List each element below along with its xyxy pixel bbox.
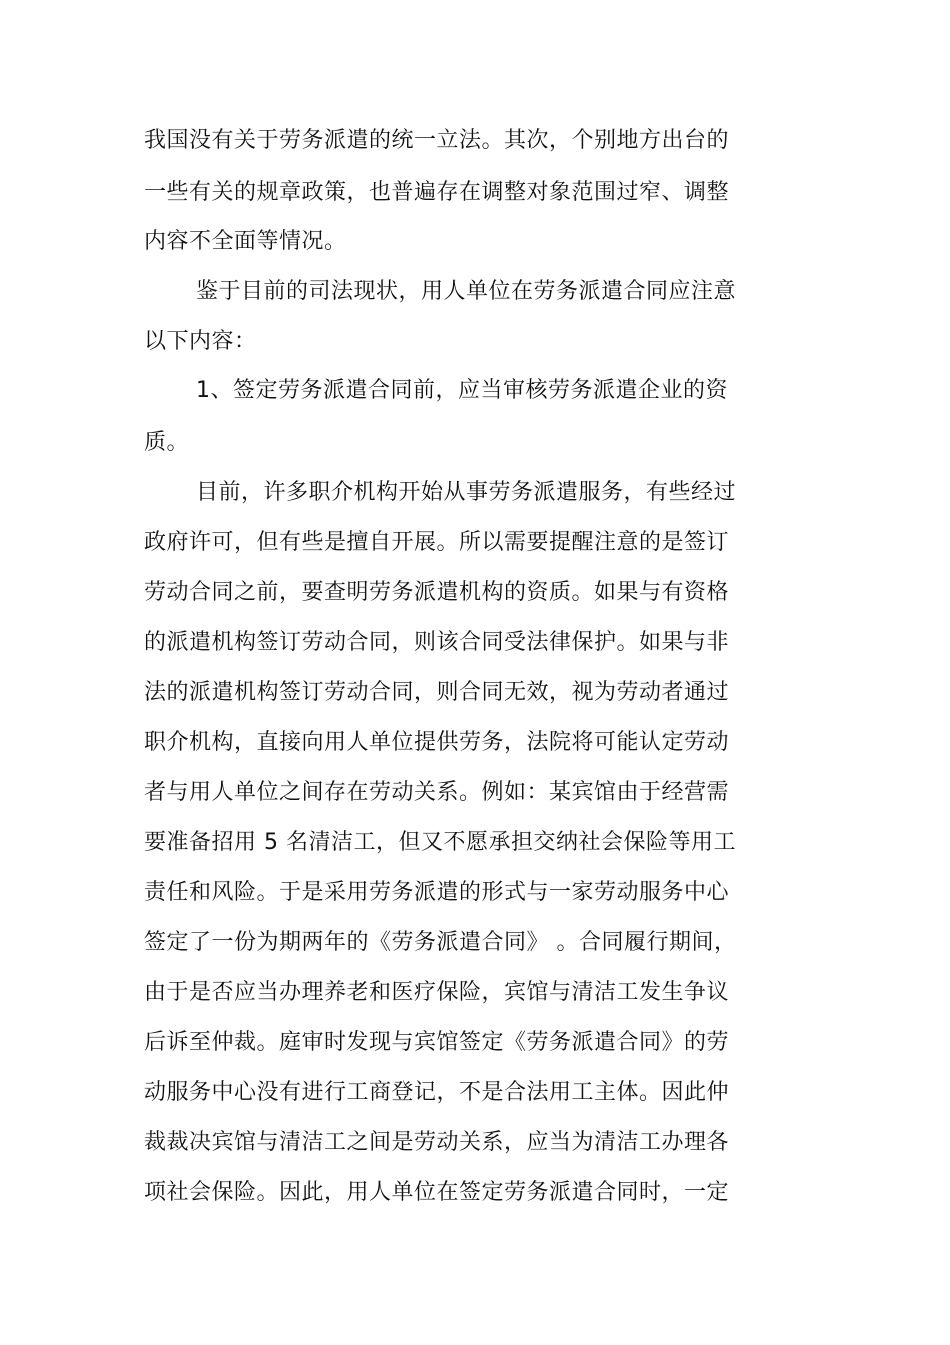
- text-line: 内容不全面等情况。: [144, 229, 347, 254]
- text-line: 动服务中心没有进行工商登记，不是合法用工主体。因此仲: [144, 1080, 730, 1105]
- text-line: 的派遣机构签订劳动合同，则该合同受法律保护。如果与非: [144, 630, 730, 655]
- text-line: 后诉至仲裁。庭审时发现与宾馆签定《劳务派遣合同》的劳: [144, 1030, 730, 1055]
- text-line: 以下内容：: [144, 329, 257, 354]
- text-line: 职介机构，直接向用人单位提供劳务，法院将可能认定劳动: [144, 730, 730, 755]
- text-line: 法的派遣机构签订劳动合同，则合同无效，视为劳动者通过: [144, 680, 730, 705]
- text-line: 项社会保险。因此，用人单位在签定劳务派遣合同时，一定: [144, 1180, 730, 1205]
- text-line: 质。: [144, 430, 190, 455]
- paragraph-first-line: 目前，许多职介机构开始从事劳务派遣服务，有些经过: [196, 480, 737, 505]
- text-line: 裁裁决宾馆与清洁工之间是劳动关系，应当为清洁工办理各: [144, 1130, 730, 1155]
- text-line: 者与用人单位之间存在劳动关系。例如：某宾馆由于经营需: [144, 780, 730, 805]
- text-line: 签定了一份为期两年的《劳务派遣合同》 。合同履行期间，: [144, 930, 737, 955]
- text-line: 一些有关的规章政策，也普遍存在调整对象范围过窄、调整: [144, 180, 730, 205]
- text-line: 劳动合同之前，要查明劳务派遣机构的资质。如果与有资格: [144, 580, 730, 605]
- text-line: 责任和风险。于是采用劳务派遣的形式与一家劳动服务中心: [144, 880, 730, 905]
- text-line: 我国没有关于劳务派遣的统一立法。其次，个别地方出台的: [144, 128, 730, 153]
- numbered-heading: 1、签定劳务派遣合同前，应当审核劳务派遣企业的资: [196, 378, 728, 403]
- paragraph-first-line: 鉴于目前的司法现状，用人单位在劳务派遣合同应注意: [196, 279, 737, 304]
- text-line: 由于是否应当办理养老和医疗保险，宾馆与清洁工发生争议: [144, 980, 730, 1005]
- text-line: 政府许可，但有些是擅自开展。所以需要提醒注意的是签订: [144, 530, 730, 555]
- text-line: 要准备招用 5 名清洁工，但又不愿承担交纳社会保险等用工: [144, 830, 736, 855]
